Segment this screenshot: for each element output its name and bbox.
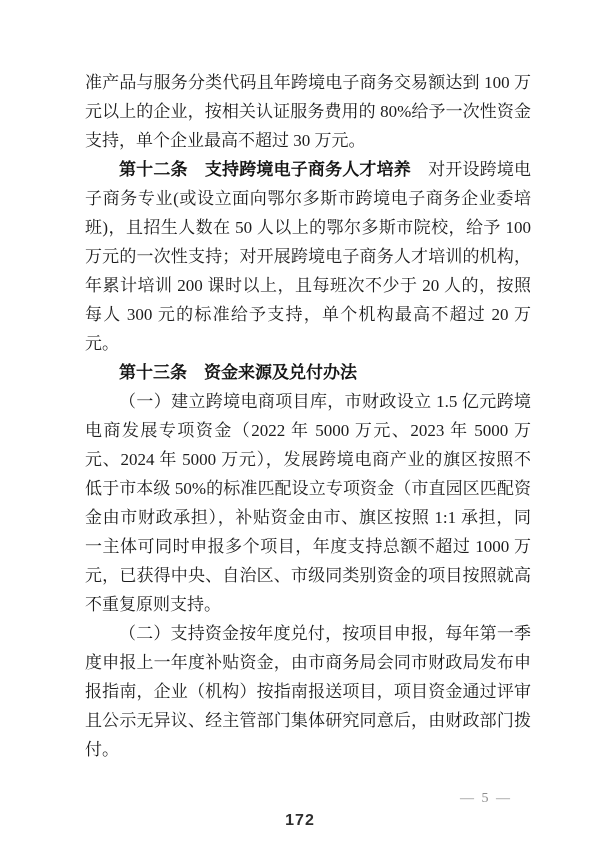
page-number-label: — 5 — [460,791,512,806]
paragraph [85,68,531,155]
paragraph [85,387,531,619]
clause-heading: 第十二条 支持跨境电子商务人才培养 [119,160,411,179]
paragraph [85,358,531,387]
paragraph-text: （一）建立跨境电商项目库，市财政设立 1.5 亿元跨境电商发展专项资金（2022 年 5000 万元、2023 年 5000 万元、2024 年 5000 万元），发展跨境电商产业的旗区按照不低于市本级 50%的标准匹配设立专项资金（市直园区匹配资金由市财政承担），补贴资金由市、旗区按照 1:1 承担，同一主体可同时申报多个项目，年度支持总额不超过 1000 万元，已获得中央、自治区、市级同类别资金的项目按照就高不重复原则支持。 [85,392,531,614]
paragraph-text: （二）支持资金按年度兑付，按项目申报，每年第一季度申报上一年度补贴资金，由市商务局会同市财政局发布申报指南，企业（机构）按指南报送项目，项目资金通过评审且公示无异议、经主管部门集体研究同意后，由财政部门拨付。 [85,624,531,759]
document-body [85,68,531,764]
paragraph-text: 对开设跨境电子商务专业(或设立面向鄂尔多斯市跨境电子商务企业委培班)，且招生人数在 50 人以上的鄂尔多斯市院校，给予 100 万元的一次性支持；对开展跨境电子商务人才培训的机构，年累计培训 200 课时以上，且每班次不少于 20 人的，按照每人 300 元的标准给予支持，单个机构最高不超过 20 万元。 [85,160,532,353]
clause-heading: 第十三条 资金来源及兑付办法 [119,363,357,382]
paragraph-text: 准产品与服务分类代码且年跨境电子商务交易额达到 100 万元以上的企业，按相关认证服务费用的 80%给予一次性资金支持，单个企业最高不超过 30 万元。 [85,73,531,150]
paragraph [85,619,531,764]
page-stamp-number: 172 [285,812,315,829]
paragraph [85,155,531,358]
